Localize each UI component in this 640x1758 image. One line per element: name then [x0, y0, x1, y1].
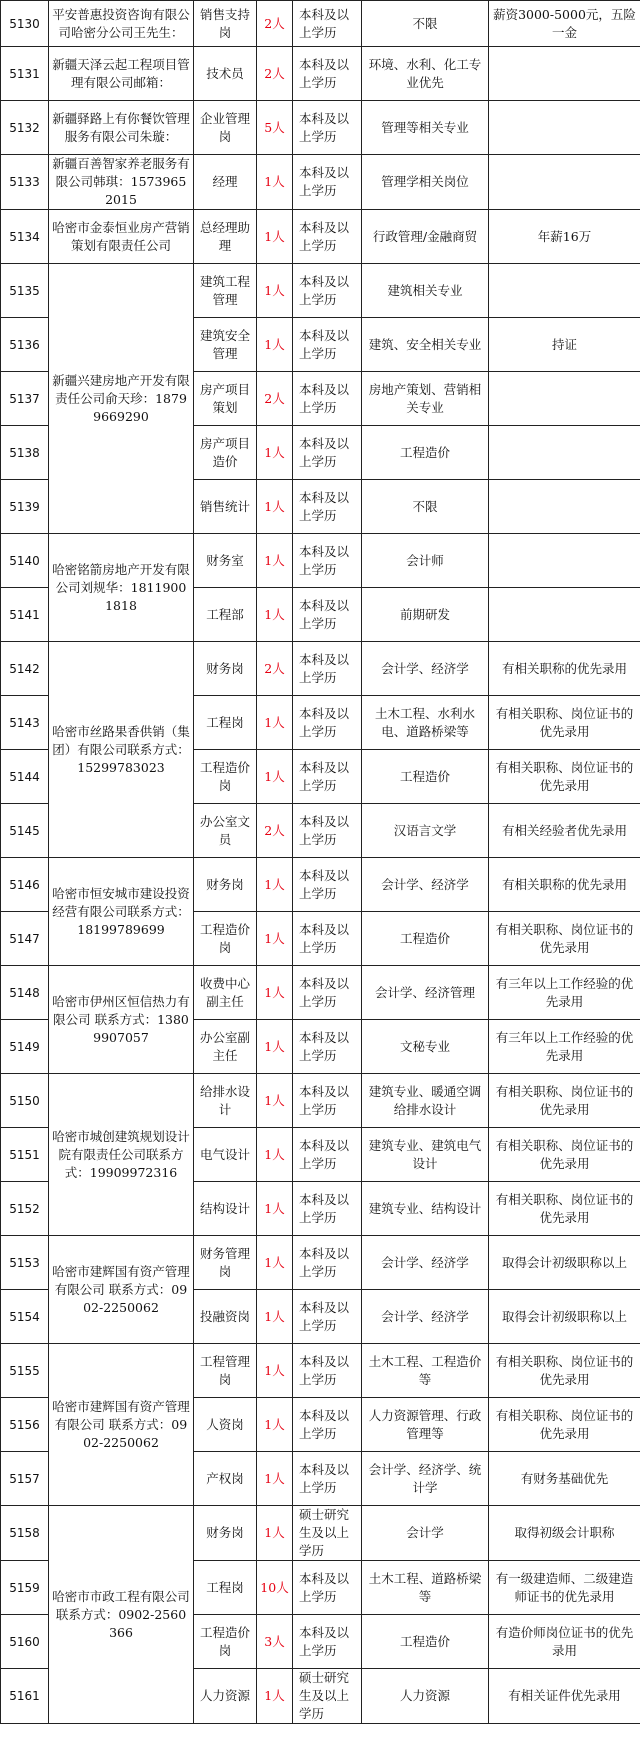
job-id: 5143 [1, 696, 49, 750]
job-id: 5156 [1, 1398, 49, 1452]
company-cell: 哈密市丝路果香供销（集团）有限公司联系方式：15299783023 [49, 642, 194, 858]
headcount-cell: 2人 [257, 372, 293, 426]
education-cell: 本科及以上学历 [293, 1128, 362, 1182]
major-cell: 不限 [362, 480, 489, 534]
major-cell: 行政管理/金融商贸 [362, 210, 489, 264]
note-cell: 有相关职称、岗位证书的优先录用 [489, 1344, 640, 1398]
job-id: 5139 [1, 480, 49, 534]
job-id: 5142 [1, 642, 49, 696]
job-id: 5148 [1, 966, 49, 1020]
headcount-cell: 1人 [257, 210, 293, 264]
position-cell: 总经理助理 [194, 210, 257, 264]
job-id: 5144 [1, 750, 49, 804]
major-cell: 不限 [362, 1, 489, 47]
position-cell: 财务岗 [194, 642, 257, 696]
job-id: 5131 [1, 47, 49, 101]
education-cell: 本科及以上学历 [293, 480, 362, 534]
company-cell: 哈密铭箭房地产开发有限公司刘规华：18119001818 [49, 534, 194, 642]
headcount-cell: 10人 [257, 1561, 293, 1615]
headcount-cell: 1人 [257, 264, 293, 318]
position-cell: 财务岗 [194, 1506, 257, 1561]
education-cell: 本科及以上学历 [293, 155, 362, 210]
job-id: 5159 [1, 1561, 49, 1615]
major-cell: 会计学、经济学 [362, 1290, 489, 1344]
table-row [1, 1074, 640, 1128]
company-cell: 哈密市恒安城市建设投资经营有限公司联系方式：18199789699 [49, 858, 194, 966]
table-row [1, 264, 640, 318]
job-id: 5157 [1, 1452, 49, 1506]
position-cell: 企业管理岗 [194, 101, 257, 155]
headcount-cell: 1人 [257, 155, 293, 210]
major-cell: 会计学、经济学 [362, 642, 489, 696]
position-cell: 办公室文员 [194, 804, 257, 858]
note-cell: 有三年以上工作经验的优先录用 [489, 966, 640, 1020]
headcount-cell: 1人 [257, 1344, 293, 1398]
position-cell: 给排水设计 [194, 1074, 257, 1128]
position-cell: 结构设计 [194, 1182, 257, 1236]
note-cell [489, 155, 640, 210]
job-id: 5141 [1, 588, 49, 642]
note-cell [489, 47, 640, 101]
education-cell: 本科及以上学历 [293, 1398, 362, 1452]
company-cell: 哈密市建辉国有资产管理有限公司 联系方式：0902-2250062 [49, 1236, 194, 1344]
education-cell: 本科及以上学历 [293, 1020, 362, 1074]
job-id: 5154 [1, 1290, 49, 1344]
position-cell: 工程部 [194, 588, 257, 642]
job-id: 5147 [1, 912, 49, 966]
position-cell: 电气设计 [194, 1128, 257, 1182]
note-cell: 有相关职称、岗位证书的优先录用 [489, 750, 640, 804]
job-id: 5146 [1, 858, 49, 912]
headcount-cell: 1人 [257, 480, 293, 534]
job-id: 5135 [1, 264, 49, 318]
major-cell: 前期研发 [362, 588, 489, 642]
table-row [1, 1506, 640, 1561]
education-cell: 本科及以上学历 [293, 642, 362, 696]
headcount-cell: 1人 [257, 966, 293, 1020]
job-id: 5140 [1, 534, 49, 588]
note-cell: 有相关职称、岗位证书的优先录用 [489, 1182, 640, 1236]
company-cell: 新疆天泽云起工程项目管理有限公司邮箱： [49, 47, 194, 101]
education-cell: 本科及以上学历 [293, 1615, 362, 1669]
major-cell: 会计学、经济学 [362, 1236, 489, 1290]
position-cell: 销售支持岗 [194, 1, 257, 47]
note-cell: 有相关职称、岗位证书的优先录用 [489, 1398, 640, 1452]
table-row [1, 101, 640, 155]
education-cell: 本科及以上学历 [293, 264, 362, 318]
table-row [1, 1344, 640, 1398]
education-cell: 硕士研究生及以上学历 [293, 1506, 362, 1561]
education-cell: 硕士研究生及以上学历 [293, 1669, 362, 1724]
major-cell: 土木工程、水利水电、道路桥梁等 [362, 696, 489, 750]
job-id: 5145 [1, 804, 49, 858]
education-cell: 本科及以上学历 [293, 210, 362, 264]
note-cell [489, 264, 640, 318]
company-cell: 平安普惠投资咨询有限公司哈密分公司王先生： [49, 1, 194, 47]
headcount-cell: 3人 [257, 1615, 293, 1669]
headcount-cell: 1人 [257, 1290, 293, 1344]
position-cell: 工程岗 [194, 696, 257, 750]
job-id: 5133 [1, 155, 49, 210]
headcount-cell: 2人 [257, 804, 293, 858]
position-cell: 工程造价岗 [194, 1615, 257, 1669]
position-cell: 人资岗 [194, 1398, 257, 1452]
position-cell: 销售统计 [194, 480, 257, 534]
table-row [1, 858, 640, 912]
education-cell: 本科及以上学历 [293, 588, 362, 642]
major-cell: 人力资源管理、行政管理等 [362, 1398, 489, 1452]
note-cell: 有相关职称、岗位证书的优先录用 [489, 912, 640, 966]
note-cell: 有相关职称、岗位证书的优先录用 [489, 1074, 640, 1128]
job-id: 5134 [1, 210, 49, 264]
major-cell: 工程造价 [362, 1615, 489, 1669]
note-cell: 有一级建造师、二级建造师证书的优先录用 [489, 1561, 640, 1615]
headcount-cell: 1人 [257, 750, 293, 804]
headcount-cell: 1人 [257, 426, 293, 480]
note-cell: 有造价师岗位证书的优先录用 [489, 1615, 640, 1669]
major-cell: 土木工程、道路桥梁等 [362, 1561, 489, 1615]
headcount-cell: 1人 [257, 1452, 293, 1506]
major-cell: 土木工程、工程造价等 [362, 1344, 489, 1398]
note-cell: 年薪16万 [489, 210, 640, 264]
education-cell: 本科及以上学历 [293, 372, 362, 426]
note-cell [489, 372, 640, 426]
position-cell: 收费中心副主任 [194, 966, 257, 1020]
major-cell: 建筑专业、暖通空调给排水设计 [362, 1074, 489, 1128]
table-row [1, 966, 640, 1020]
education-cell: 本科及以上学历 [293, 912, 362, 966]
education-cell: 本科及以上学历 [293, 47, 362, 101]
position-cell: 房产项目策划 [194, 372, 257, 426]
position-cell: 财务室 [194, 534, 257, 588]
headcount-cell: 2人 [257, 1, 293, 47]
job-id: 5161 [1, 1669, 49, 1724]
position-cell: 工程管理岗 [194, 1344, 257, 1398]
headcount-cell: 1人 [257, 1182, 293, 1236]
headcount-cell: 2人 [257, 642, 293, 696]
education-cell: 本科及以上学历 [293, 318, 362, 372]
table-row [1, 642, 640, 696]
major-cell: 建筑专业、结构设计 [362, 1182, 489, 1236]
education-cell: 本科及以上学历 [293, 1236, 362, 1290]
education-cell: 本科及以上学历 [293, 426, 362, 480]
education-cell: 本科及以上学历 [293, 804, 362, 858]
headcount-cell: 1人 [257, 858, 293, 912]
headcount-cell: 1人 [257, 1669, 293, 1724]
major-cell: 会计师 [362, 534, 489, 588]
table-row [1, 1, 640, 47]
major-cell: 会计学、经济学、统计学 [362, 1452, 489, 1506]
company-cell: 新疆兴建房地产开发有限责任公司俞天珍：18799669290 [49, 264, 194, 534]
note-cell [489, 534, 640, 588]
education-cell: 本科及以上学历 [293, 1074, 362, 1128]
headcount-cell: 1人 [257, 1236, 293, 1290]
note-cell: 有相关经验者优先录用 [489, 804, 640, 858]
note-cell: 有相关职称、岗位证书的优先录用 [489, 696, 640, 750]
table-row [1, 210, 640, 264]
education-cell: 本科及以上学历 [293, 1290, 362, 1344]
note-cell: 取得初级会计职称 [489, 1506, 640, 1561]
job-id: 5155 [1, 1344, 49, 1398]
company-cell: 哈密市伊州区恒信热力有限公司 联系方式：13809907057 [49, 966, 194, 1074]
headcount-cell: 1人 [257, 1398, 293, 1452]
job-id: 5132 [1, 101, 49, 155]
job-id: 5149 [1, 1020, 49, 1074]
job-id: 5136 [1, 318, 49, 372]
education-cell: 本科及以上学历 [293, 1452, 362, 1506]
company-cell: 新疆百善智家养老服务有限公司韩琪：15739652015 [49, 155, 194, 210]
position-cell: 财务岗 [194, 858, 257, 912]
education-cell: 本科及以上学历 [293, 966, 362, 1020]
company-cell: 新疆驿路上有你餐饮管理服务有限公司朱璇： [49, 101, 194, 155]
headcount-cell: 5人 [257, 101, 293, 155]
position-cell: 人力资源 [194, 1669, 257, 1724]
table-row [1, 155, 640, 210]
major-cell: 建筑、安全相关专业 [362, 318, 489, 372]
note-cell: 持证 [489, 318, 640, 372]
education-cell: 本科及以上学历 [293, 534, 362, 588]
education-cell: 本科及以上学历 [293, 1561, 362, 1615]
company-cell: 哈密市金泰恒业房产营销策划有限责任公司 [49, 210, 194, 264]
company-cell: 哈密市城创建筑规划设计院有限责任公司联系方式：19909972316 [49, 1074, 194, 1236]
education-cell: 本科及以上学历 [293, 101, 362, 155]
headcount-cell: 1人 [257, 588, 293, 642]
job-id: 5150 [1, 1074, 49, 1128]
headcount-cell: 1人 [257, 318, 293, 372]
position-cell: 产权岗 [194, 1452, 257, 1506]
note-cell: 有财务基础优先 [489, 1452, 640, 1506]
headcount-cell: 1人 [257, 1128, 293, 1182]
note-cell: 有相关职称的优先录用 [489, 642, 640, 696]
job-id: 5137 [1, 372, 49, 426]
position-cell: 工程造价岗 [194, 912, 257, 966]
education-cell: 本科及以上学历 [293, 1, 362, 47]
job-id: 5151 [1, 1128, 49, 1182]
major-cell: 房地产策划、营销相关专业 [362, 372, 489, 426]
major-cell: 汉语言文学 [362, 804, 489, 858]
major-cell: 环境、水利、化工专业优先 [362, 47, 489, 101]
table-row [1, 1236, 640, 1290]
table-row [1, 534, 640, 588]
job-id: 5138 [1, 426, 49, 480]
job-id: 5152 [1, 1182, 49, 1236]
note-cell: 有三年以上工作经验的优先录用 [489, 1020, 640, 1074]
major-cell: 管理学相关岗位 [362, 155, 489, 210]
note-cell: 有相关职称、岗位证书的优先录用 [489, 1128, 640, 1182]
company-cell: 哈密市市政工程有限公司联系方式：0902-2560366 [49, 1506, 194, 1724]
major-cell: 人力资源 [362, 1669, 489, 1724]
note-cell [489, 480, 640, 534]
table-row [1, 47, 640, 101]
note-cell: 取得会计初级职称以上 [489, 1290, 640, 1344]
note-cell: 有相关职称的优先录用 [489, 858, 640, 912]
position-cell: 财务管理岗 [194, 1236, 257, 1290]
job-id: 5160 [1, 1615, 49, 1669]
position-cell: 工程造价岗 [194, 750, 257, 804]
major-cell: 工程造价 [362, 426, 489, 480]
major-cell: 建筑专业、建筑电气设计 [362, 1128, 489, 1182]
note-cell: 有相关证件优先录用 [489, 1669, 640, 1724]
position-cell: 办公室副主任 [194, 1020, 257, 1074]
headcount-cell: 2人 [257, 47, 293, 101]
major-cell: 会计学、经济管理 [362, 966, 489, 1020]
job-id: 5153 [1, 1236, 49, 1290]
position-cell: 技术员 [194, 47, 257, 101]
education-cell: 本科及以上学历 [293, 858, 362, 912]
headcount-cell: 1人 [257, 534, 293, 588]
position-cell: 建筑安全管理 [194, 318, 257, 372]
job-id: 5130 [1, 1, 49, 47]
note-cell [489, 588, 640, 642]
major-cell: 会计学 [362, 1506, 489, 1561]
major-cell: 文秘专业 [362, 1020, 489, 1074]
education-cell: 本科及以上学历 [293, 750, 362, 804]
headcount-cell: 1人 [257, 1506, 293, 1561]
note-cell [489, 101, 640, 155]
headcount-cell: 1人 [257, 912, 293, 966]
headcount-cell: 1人 [257, 1074, 293, 1128]
education-cell: 本科及以上学历 [293, 1182, 362, 1236]
headcount-cell: 1人 [257, 1020, 293, 1074]
education-cell: 本科及以上学历 [293, 696, 362, 750]
position-cell: 建筑工程管理 [194, 264, 257, 318]
position-cell: 经理 [194, 155, 257, 210]
major-cell: 管理等相关专业 [362, 101, 489, 155]
company-cell: 哈密市建辉国有资产管理有限公司 联系方式：0902-2250062 [49, 1344, 194, 1506]
note-cell: 取得会计初级职称以上 [489, 1236, 640, 1290]
position-cell: 投融资岗 [194, 1290, 257, 1344]
major-cell: 工程造价 [362, 912, 489, 966]
major-cell: 建筑相关专业 [362, 264, 489, 318]
position-cell: 房产项目造价 [194, 426, 257, 480]
headcount-cell: 1人 [257, 696, 293, 750]
note-cell: 薪资3000-5000元，五险一金 [489, 1, 640, 47]
position-cell: 工程岗 [194, 1561, 257, 1615]
major-cell: 工程造价 [362, 750, 489, 804]
job-id: 5158 [1, 1506, 49, 1561]
education-cell: 本科及以上学历 [293, 1344, 362, 1398]
note-cell [489, 426, 640, 480]
major-cell: 会计学、经济学 [362, 858, 489, 912]
